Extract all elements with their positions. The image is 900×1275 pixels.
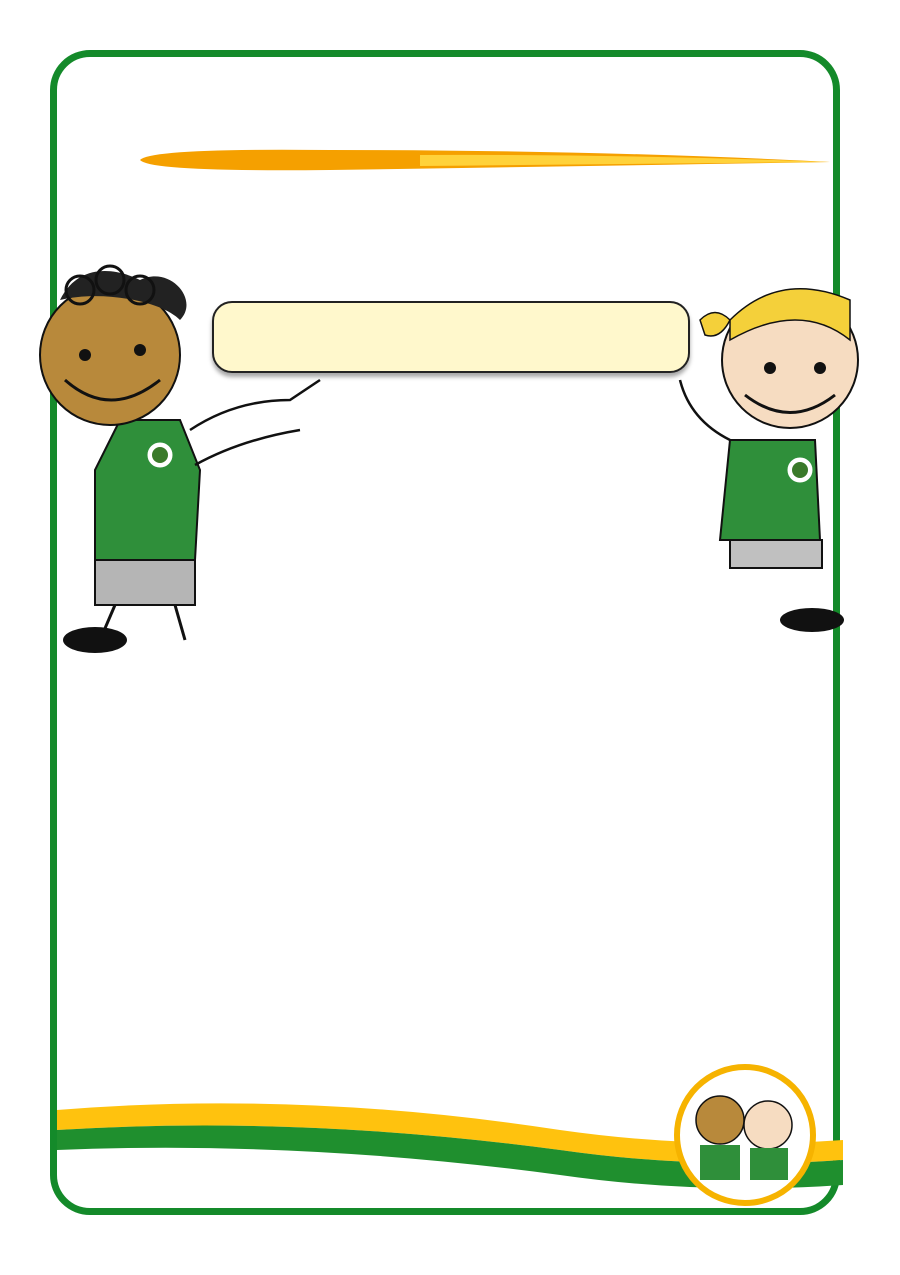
children-logo-badge: [677, 1067, 813, 1203]
ladder-title-banner: [212, 301, 690, 373]
girl-illustration: [680, 289, 858, 632]
